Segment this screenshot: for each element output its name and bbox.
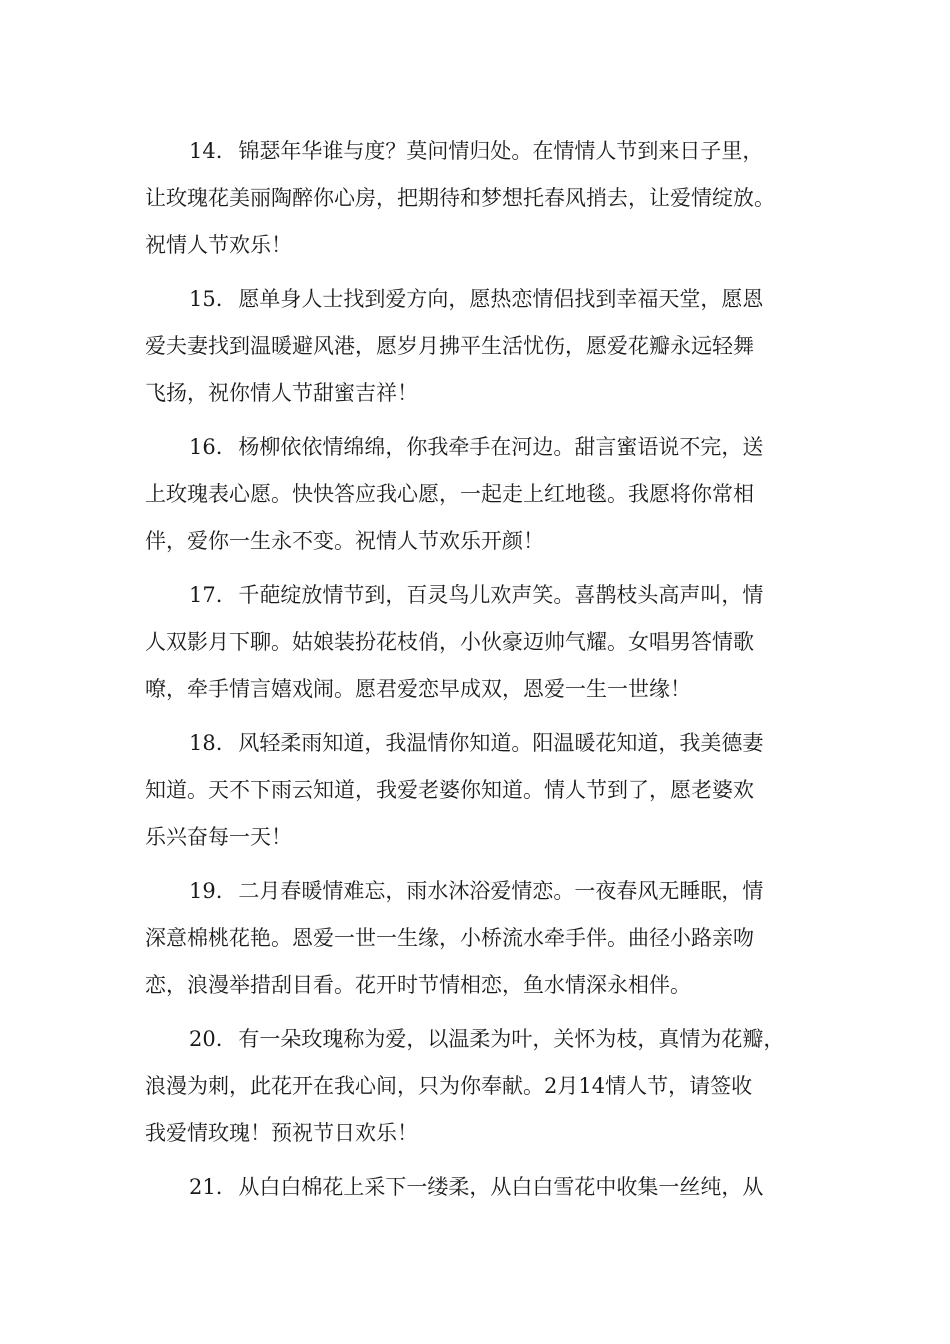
paragraph-text: 从白白棉花上采下一缕柔，从白白雪花中收集一丝纯，从 <box>238 1175 764 1199</box>
paragraph-line <box>145 323 815 370</box>
paragraph-18 <box>145 720 815 868</box>
document-body <box>145 128 815 1218</box>
paragraph-text: 浪漫为刺，此花开在我心间，只为你奉献。2月14情人节，请签收 <box>145 1074 753 1098</box>
paragraph-text: 让玫瑰花美丽陶醉你心房，把期待和梦想托春风捎去，让爱情绽放。 <box>145 186 775 210</box>
paragraph-text: 祝情人节欢乐！ <box>145 233 292 257</box>
paragraph-text: 上玫瑰表心愿。快快答应我心愿，一起走上红地毯。我愿将你常相 <box>145 482 754 506</box>
paragraph-20 <box>145 1016 815 1164</box>
paragraph-line <box>145 915 815 962</box>
paragraph-number: 16. <box>189 435 223 459</box>
paragraph-line <box>145 1164 815 1211</box>
paragraph-line <box>145 962 815 1009</box>
paragraph-line <box>145 814 815 861</box>
paragraph-text: 二月春暖情难忘，雨水沐浴爱情恋。一夜春风无睡眠，情 <box>238 879 764 903</box>
paragraph-line <box>145 1063 815 1110</box>
paragraph-number: 14. <box>189 139 223 163</box>
paragraph-line <box>145 370 815 417</box>
paragraph-line <box>145 276 815 323</box>
paragraph-line <box>145 720 815 767</box>
paragraph-text: 有一朵玫瑰称为爱，以温柔为叶，关怀为枝，真情为花瓣， <box>238 1027 785 1051</box>
paragraph-text: 恋，浪漫举措刮目看。花开时节情相恋，鱼水情深永相伴。 <box>145 973 691 997</box>
paragraph-number: 21. <box>189 1175 223 1199</box>
paragraph-14 <box>145 128 815 276</box>
paragraph-line <box>145 1110 815 1157</box>
paragraph-text: 风轻柔雨知道，我温情你知道。阳温暖花知道，我美德妻 <box>238 731 764 755</box>
paragraph-line <box>145 222 815 269</box>
paragraph-17 <box>145 572 815 720</box>
paragraph-line <box>145 424 815 471</box>
paragraph-line <box>145 666 815 713</box>
paragraph-text: 知道。天不下雨云知道，我爱老婆你知道。情人节到了，愿老婆欢 <box>145 778 754 802</box>
paragraph-number: 19. <box>189 879 223 903</box>
paragraph-number: 18. <box>189 731 223 755</box>
paragraph-line <box>145 619 815 666</box>
paragraph-line <box>145 175 815 222</box>
paragraph-15 <box>145 276 815 424</box>
paragraph-text: 人双影月下聊。姑娘装扮花枝俏，小伙豪迈帅气耀。女唱男答情歌 <box>145 630 754 654</box>
paragraph-line <box>145 767 815 814</box>
paragraph-line <box>145 518 815 565</box>
paragraph-number: 15. <box>189 287 223 311</box>
paragraph-21 <box>145 1164 815 1218</box>
paragraph-number: 20. <box>189 1027 223 1051</box>
paragraph-text: 杨柳依依情绵绵，你我牵手在河边。甜言蜜语说不完，送 <box>238 435 764 459</box>
paragraph-text: 千葩绽放情节到，百灵鸟儿欢声笑。喜鹊枝头高声叫，情 <box>238 583 764 607</box>
paragraph-19 <box>145 868 815 1016</box>
paragraph-line <box>145 868 815 915</box>
paragraph-line <box>145 128 815 175</box>
paragraph-text: 锦瑟年华谁与度？莫问情归处。在情情人节到来日子里， <box>238 139 764 163</box>
paragraph-16 <box>145 424 815 572</box>
paragraph-line <box>145 572 815 619</box>
paragraph-line <box>145 471 815 518</box>
paragraph-text: 乐兴奋每一天！ <box>145 825 292 849</box>
paragraph-text: 深意棉桃花艳。恩爱一世一生缘，小桥流水牵手伴。曲径小路亲吻 <box>145 926 754 950</box>
paragraph-line <box>145 1016 815 1063</box>
paragraph-number: 17. <box>189 583 223 607</box>
paragraph-text: 愿单身人士找到爱方向，愿热恋情侣找到幸福天堂，愿恩 <box>238 287 764 311</box>
paragraph-text: 我爱情玫瑰！预祝节日欢乐！ <box>145 1121 418 1145</box>
paragraph-text: 飞扬，祝你情人节甜蜜吉祥！ <box>145 381 418 405</box>
paragraph-text: 爱夫妻找到温暖避风港，愿岁月拂平生活忧伤，愿爱花瓣永远轻舞 <box>145 334 754 358</box>
paragraph-text: 嘹，牵手情言嬉戏闹。愿君爱恋早成双，恩爱一生一世缘！ <box>145 677 691 701</box>
paragraph-text: 伴，爱你一生永不变。祝情人节欢乐开颜！ <box>145 529 544 553</box>
